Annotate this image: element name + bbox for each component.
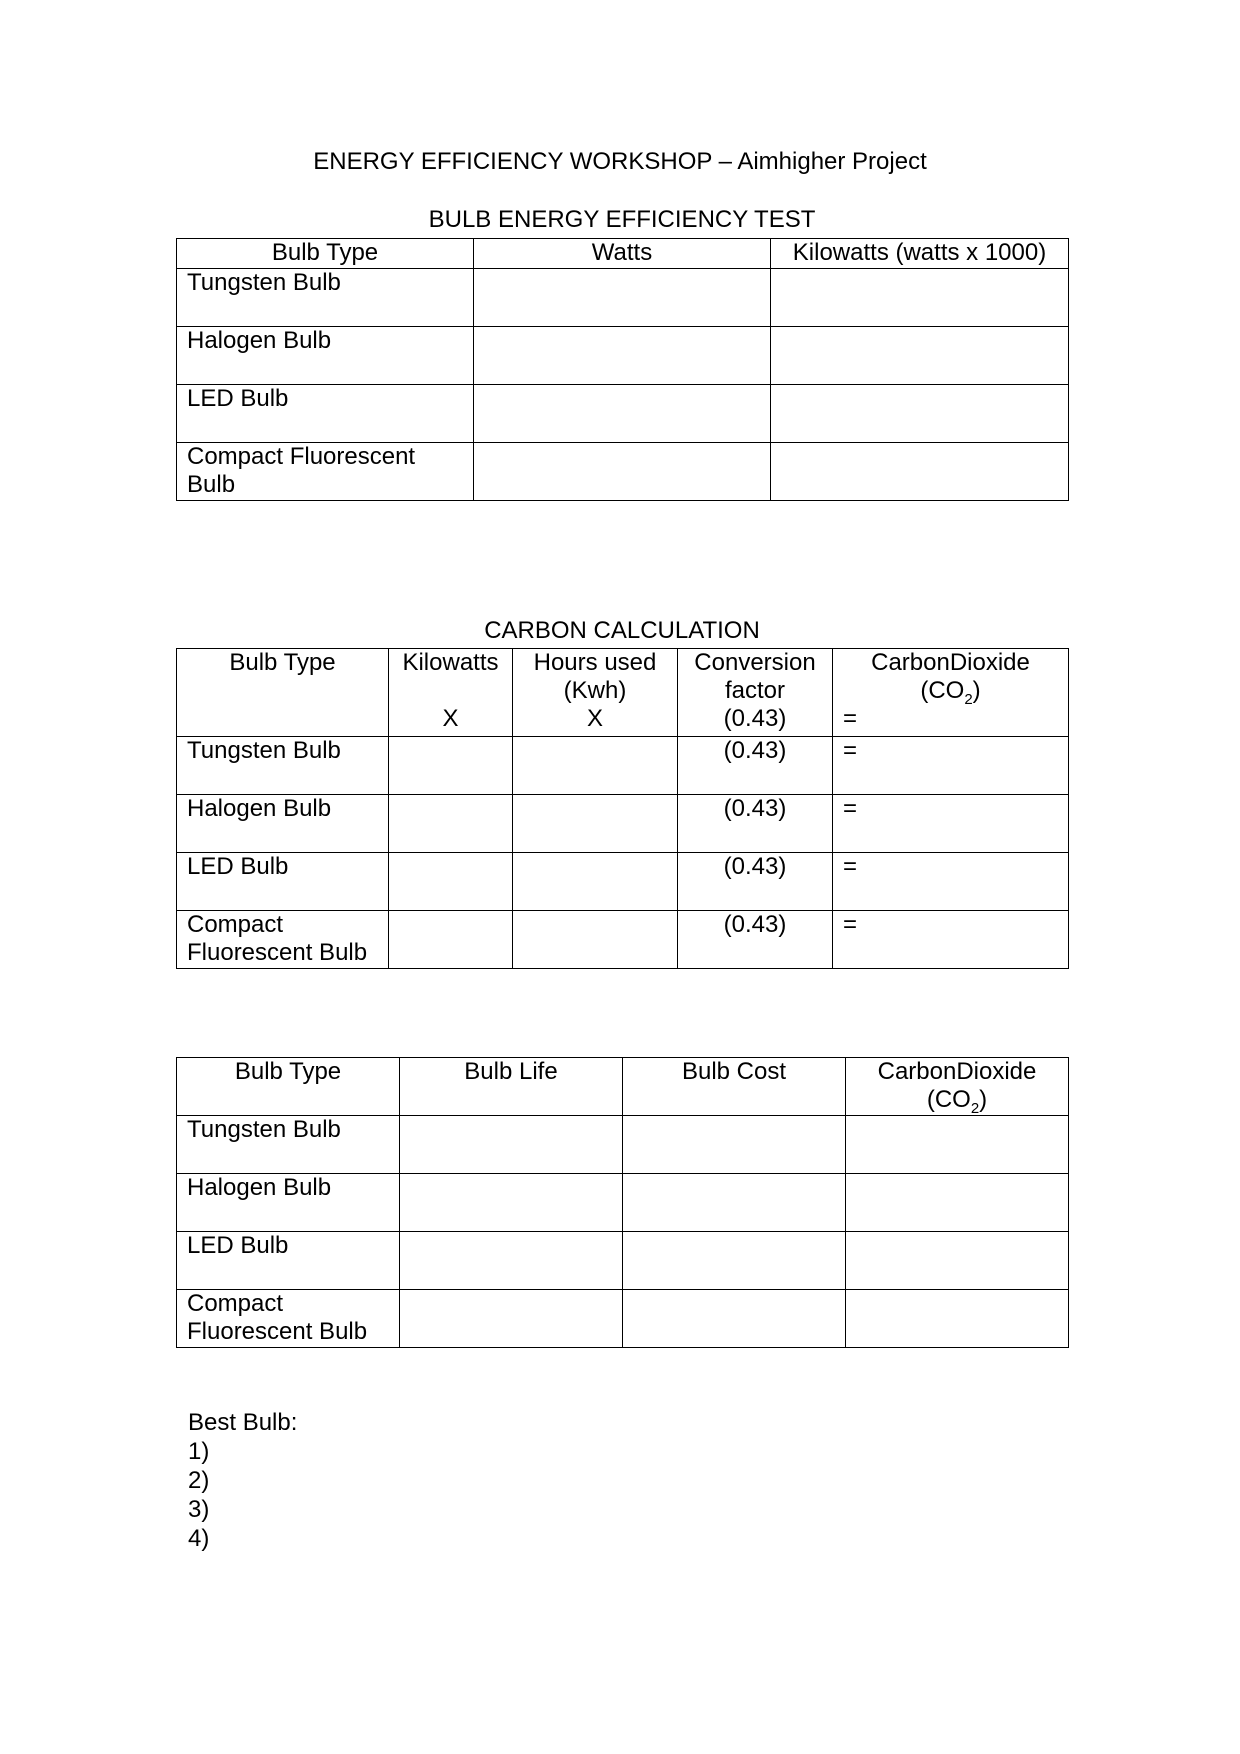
table-row xyxy=(177,853,1069,911)
multiply-symbol: X xyxy=(586,705,603,732)
multiply-symbol: X xyxy=(442,705,459,732)
document-title: ENERGY EFFICIENCY WORKSHOP – Aimhigher Project xyxy=(313,148,927,175)
bulb-cost-cell[interactable] xyxy=(623,1290,846,1348)
bulb-type-cell: Halogen Bulb xyxy=(177,327,474,385)
bulb-life-cell[interactable] xyxy=(400,1116,623,1174)
list-item[interactable]: 3) xyxy=(188,1496,210,1523)
best-bulb-label: Best Bulb: xyxy=(188,1409,298,1436)
table-row xyxy=(177,1232,1069,1290)
hours-cell[interactable] xyxy=(513,853,678,911)
kilowatts-cell[interactable] xyxy=(771,327,1069,385)
header-co2-formula: $(CO_2)$ xyxy=(920,677,981,708)
header-kilowatts: Kilowatts (watts x 1000) xyxy=(771,239,1069,269)
table-row xyxy=(177,443,1069,501)
table-header-row xyxy=(177,1058,1069,1116)
factor-cell: (0.43) xyxy=(678,911,833,969)
bulb-type-cell: Compact Fluorescent Bulb xyxy=(177,443,474,501)
header-conversion-factor xyxy=(678,649,833,737)
header-bulb-type: Bulb Type xyxy=(177,1058,400,1116)
header-kilowatts xyxy=(389,649,513,737)
list-item[interactable]: 4) xyxy=(188,1525,210,1552)
co2-result-cell[interactable]: = xyxy=(833,737,1069,795)
watts-cell[interactable] xyxy=(474,443,771,501)
co2-result-cell[interactable]: = xyxy=(833,911,1069,969)
header-co2-label: CarbonDioxide xyxy=(871,649,1030,676)
table-row xyxy=(177,1116,1069,1174)
bulb-life-cell[interactable] xyxy=(400,1174,623,1232)
equals-symbol: = xyxy=(843,705,858,732)
table-header-row xyxy=(177,649,1069,737)
kilowatts-cell[interactable] xyxy=(389,853,513,911)
header-bulb-type xyxy=(177,649,389,737)
bulb-type-cell: Halogen Bulb xyxy=(177,795,389,853)
efficiency-table xyxy=(176,238,1069,501)
bulb-life-cell[interactable] xyxy=(400,1232,623,1290)
hours-cell[interactable] xyxy=(513,911,678,969)
header-bulb-cost: Bulb Cost xyxy=(623,1058,846,1116)
co2-cell[interactable] xyxy=(846,1116,1069,1174)
table-row xyxy=(177,327,1069,385)
bulb-type-cell: Tungsten Bulb xyxy=(177,1116,400,1174)
bulb-type-cell: Compact Fluorescent Bulb xyxy=(177,1290,400,1348)
bulb-type-cell: Halogen Bulb xyxy=(177,1174,400,1232)
bulb-cost-cell[interactable] xyxy=(623,1232,846,1290)
header-factor-value: (0.43) xyxy=(723,705,787,732)
watts-cell[interactable] xyxy=(474,385,771,443)
factor-cell: (0.43) xyxy=(678,853,833,911)
bulb-cost-cell[interactable] xyxy=(623,1174,846,1232)
header-hours-used xyxy=(513,649,678,737)
co2-result-cell[interactable]: = xyxy=(833,853,1069,911)
kilowatts-cell[interactable] xyxy=(389,737,513,795)
table-row xyxy=(177,385,1069,443)
kilowatts-cell[interactable] xyxy=(389,911,513,969)
kilowatts-cell[interactable] xyxy=(771,269,1069,327)
table-row xyxy=(177,795,1069,853)
header-co2-label: CarbonDioxide xyxy=(877,1058,1037,1085)
bulb-type-cell: LED Bulb xyxy=(177,1232,400,1290)
co2-cell[interactable] xyxy=(846,1290,1069,1348)
factor-cell: (0.43) xyxy=(678,795,833,853)
table-row xyxy=(177,911,1069,969)
hours-cell[interactable] xyxy=(513,737,678,795)
bulb-type-cell: Compact Fluorescent Bulb xyxy=(177,911,389,969)
best-bulb-section xyxy=(188,1408,297,1553)
watts-cell[interactable] xyxy=(474,327,771,385)
header-factor-label: factor xyxy=(724,677,786,704)
bulb-type-cell: Tungsten Bulb xyxy=(177,737,389,795)
header-hours-unit: (Kwh) xyxy=(563,677,627,704)
kilowatts-cell[interactable] xyxy=(771,443,1069,501)
bulb-type-cell: LED Bulb xyxy=(177,853,389,911)
header-conversion-label: Conversion xyxy=(694,649,816,676)
efficiency-test-title: BULB ENERGY EFFICIENCY TEST xyxy=(428,206,816,233)
table-row xyxy=(177,269,1069,327)
list-item[interactable]: 1) xyxy=(188,1438,210,1465)
watts-cell[interactable] xyxy=(474,269,771,327)
header-kilowatts-label: Kilowatts xyxy=(402,649,499,676)
bulb-type-cell: LED Bulb xyxy=(177,385,474,443)
header-co2 xyxy=(846,1058,1069,1116)
bulb-life-cell[interactable] xyxy=(400,1290,623,1348)
comparison-table xyxy=(176,1057,1069,1348)
table-row xyxy=(177,1290,1069,1348)
header-bulb-type-label: Bulb Type xyxy=(229,649,336,676)
hours-cell[interactable] xyxy=(513,795,678,853)
header-bulb-life: Bulb Life xyxy=(400,1058,623,1116)
header-watts: Watts xyxy=(474,239,771,269)
list-item[interactable]: 2) xyxy=(188,1467,210,1494)
kilowatts-cell[interactable] xyxy=(771,385,1069,443)
table-header-row xyxy=(177,239,1069,269)
carbon-table xyxy=(176,648,1069,969)
carbon-calculation-title: CARBON CALCULATION xyxy=(484,617,760,644)
table-row xyxy=(177,737,1069,795)
co2-cell[interactable] xyxy=(846,1174,1069,1232)
factor-cell: (0.43) xyxy=(678,737,833,795)
co2-result-cell[interactable]: = xyxy=(833,795,1069,853)
kilowatts-cell[interactable] xyxy=(389,795,513,853)
header-co2-formula: $(CO_2)$ xyxy=(926,1086,988,1116)
co2-cell[interactable] xyxy=(846,1232,1069,1290)
header-bulb-type: Bulb Type xyxy=(177,239,474,269)
header-hours-label: Hours used xyxy=(533,649,657,676)
table-row xyxy=(177,1174,1069,1232)
bulb-type-cell: Tungsten Bulb xyxy=(177,269,474,327)
bulb-cost-cell[interactable] xyxy=(623,1116,846,1174)
header-co2 xyxy=(833,649,1069,737)
